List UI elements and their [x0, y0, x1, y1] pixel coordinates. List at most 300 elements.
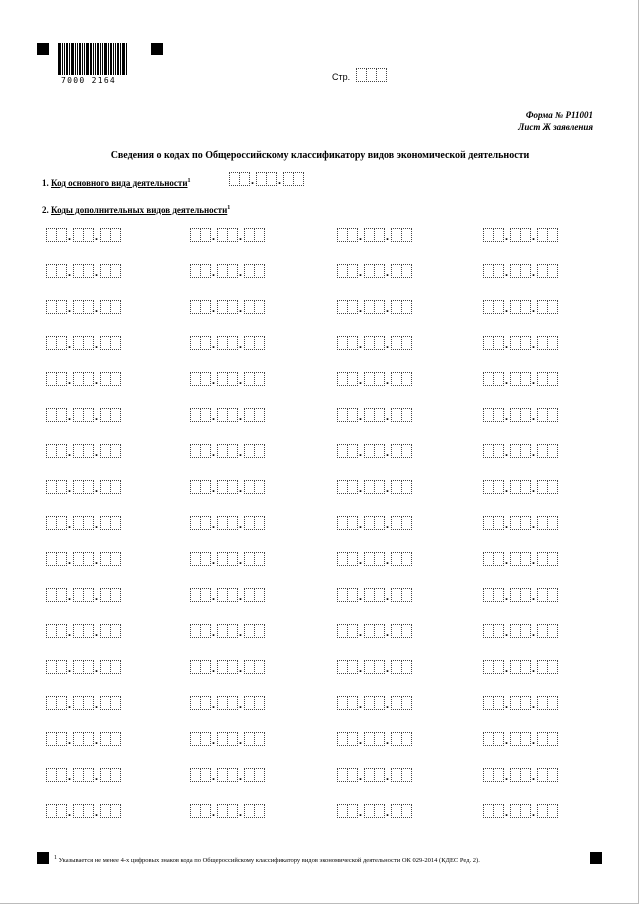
code-digit-cell[interactable] [110, 228, 121, 242]
code-separator: . [95, 553, 98, 567]
code-digit-cell[interactable] [547, 480, 558, 494]
code-separator: . [505, 409, 508, 423]
code-digit-cell[interactable] [547, 552, 558, 566]
code-digit-cell[interactable] [401, 264, 412, 278]
code-separator: . [239, 409, 242, 423]
code-separator: . [505, 229, 508, 243]
code-separator: . [505, 733, 508, 747]
additional-activity-code-field[interactable] [483, 264, 557, 278]
code-separator: . [386, 589, 389, 603]
code-digit-cell[interactable] [254, 768, 265, 782]
additional-activity-code-field[interactable] [337, 444, 411, 458]
additional-activity-code-field[interactable] [337, 228, 411, 242]
code-digit-cell[interactable] [254, 444, 265, 458]
code-digit-cell[interactable] [110, 336, 121, 350]
code-separator: . [386, 769, 389, 783]
barcode-number: 7000 2164 [61, 76, 117, 85]
barcode-bar [90, 43, 92, 75]
code-separator: . [68, 625, 71, 639]
additional-activity-code-field[interactable] [190, 228, 264, 242]
code-digit-cell[interactable] [401, 660, 412, 674]
code-digit-cell[interactable] [401, 408, 412, 422]
additional-activity-code-field[interactable] [46, 480, 120, 494]
main-activity-code-field[interactable] [229, 172, 303, 186]
code-separator: . [532, 769, 535, 783]
code-digit-cell[interactable] [401, 336, 412, 350]
barcode-bar [115, 43, 116, 75]
main-code-footnote-ref: 1 [187, 178, 191, 184]
code-separator: . [95, 409, 98, 423]
code-digit-cell[interactable] [254, 408, 265, 422]
code-separator: . [95, 769, 98, 783]
code-separator: . [68, 661, 71, 675]
additional-activity-code-field[interactable] [46, 408, 120, 422]
barcode-bar [75, 43, 76, 75]
additional-activity-code-field[interactable] [190, 552, 264, 566]
code-separator: . [68, 301, 71, 315]
code-separator: . [359, 661, 362, 675]
code-separator: . [212, 661, 215, 675]
code-digit-cell[interactable] [254, 480, 265, 494]
code-separator: . [532, 661, 535, 675]
form-sheet: Лист Ж заявления [518, 122, 593, 132]
code-separator: . [239, 733, 242, 747]
code-digit-cell[interactable] [401, 696, 412, 710]
barcode-bar [84, 43, 85, 75]
additional-activity-code-field[interactable] [190, 732, 264, 746]
code-separator: . [505, 697, 508, 711]
code-digit-cell[interactable] [110, 300, 121, 314]
code-separator: . [68, 517, 71, 531]
code-digit-cell[interactable] [401, 768, 412, 782]
barcode-bar [69, 43, 70, 75]
code-digit-cell[interactable] [401, 372, 412, 386]
code-separator: . [278, 173, 281, 187]
code-separator: . [212, 733, 215, 747]
additional-activity-code-field[interactable] [337, 768, 411, 782]
code-digit-cell[interactable] [547, 624, 558, 638]
code-digit-cell[interactable] [547, 264, 558, 278]
barcode-bar [79, 43, 81, 75]
code-separator: . [532, 409, 535, 423]
barcode-bar [66, 43, 68, 75]
code-separator: . [359, 481, 362, 495]
code-digit-cell[interactable] [547, 768, 558, 782]
additional-activity-code-field[interactable] [190, 696, 264, 710]
code-digit-cell[interactable] [547, 804, 558, 818]
page-title: Сведения о кодах по Общероссийскому классификатору видов экономической деятельности [110, 150, 530, 161]
barcode-bar [113, 43, 114, 75]
additional-activity-code-field[interactable] [483, 624, 557, 638]
additional-activity-code-field[interactable] [190, 336, 264, 350]
additional-activity-code-field[interactable] [190, 300, 264, 314]
additional-activity-code-field[interactable] [337, 588, 411, 602]
code-separator: . [68, 733, 71, 747]
barcode-bar [102, 43, 103, 75]
code-separator: . [359, 445, 362, 459]
code-digit-cell[interactable] [254, 660, 265, 674]
code-digit-cell[interactable] [401, 444, 412, 458]
code-separator: . [68, 769, 71, 783]
code-separator: . [386, 553, 389, 567]
code-separator: . [532, 265, 535, 279]
code-separator: . [359, 409, 362, 423]
code-separator: . [95, 805, 98, 819]
additional-activity-code-field[interactable] [190, 372, 264, 386]
barcode-bar [100, 43, 101, 75]
code-digit-cell[interactable] [547, 372, 558, 386]
code-digit-cell[interactable] [110, 624, 121, 638]
code-separator: . [386, 481, 389, 495]
main-code-label: Код основного вида деятельности [51, 178, 188, 188]
code-separator: . [359, 373, 362, 387]
code-separator: . [505, 265, 508, 279]
code-separator: . [68, 373, 71, 387]
barcode-bar [62, 43, 63, 75]
code-digit-cell[interactable] [547, 660, 558, 674]
additional-activity-code-field[interactable] [337, 336, 411, 350]
code-separator: . [212, 805, 215, 819]
barcode-bar [108, 43, 109, 75]
additional-activity-code-field[interactable] [46, 804, 120, 818]
code-separator: . [95, 661, 98, 675]
code-separator: . [532, 445, 535, 459]
code-separator: . [95, 337, 98, 351]
code-separator: . [359, 769, 362, 783]
code-separator: . [239, 229, 242, 243]
code-digit-cell[interactable] [254, 624, 265, 638]
code-separator: . [239, 373, 242, 387]
code-digit-cell[interactable] [110, 552, 121, 566]
code-separator: . [532, 337, 535, 351]
additional-activity-code-field[interactable] [46, 552, 120, 566]
code-separator: . [359, 589, 362, 603]
additional-activity-code-field[interactable] [190, 624, 264, 638]
code-separator: . [532, 373, 535, 387]
additional-activity-code-field[interactable] [483, 696, 557, 710]
code-separator: . [212, 301, 215, 315]
additional-activity-code-field[interactable] [190, 516, 264, 530]
additional-activity-code-field[interactable] [46, 588, 120, 602]
code-digit-cell[interactable] [254, 696, 265, 710]
code-digit-cell[interactable] [110, 732, 121, 746]
code-digit-cell[interactable] [254, 804, 265, 818]
code-digit-cell[interactable] [254, 336, 265, 350]
additional-activity-code-field[interactable] [337, 624, 411, 638]
registration-mark-top-left [37, 43, 49, 55]
code-digit-cell[interactable] [110, 372, 121, 386]
code-separator: . [359, 733, 362, 747]
additional-activity-code-field[interactable] [337, 372, 411, 386]
code-separator: . [212, 589, 215, 603]
code-separator: . [532, 805, 535, 819]
code-digit-cell[interactable] [110, 660, 121, 674]
code-digit-cell[interactable] [254, 732, 265, 746]
code-separator: . [95, 481, 98, 495]
additional-activity-code-field[interactable] [190, 804, 264, 818]
code-digit-cell[interactable] [547, 228, 558, 242]
footnote [54, 855, 480, 864]
code-digit-cell[interactable] [254, 264, 265, 278]
code-separator: . [95, 373, 98, 387]
code-digit-cell[interactable] [293, 172, 304, 186]
additional-activity-code-field[interactable] [46, 660, 120, 674]
code-digit-cell[interactable] [110, 516, 121, 530]
code-digit-cell[interactable] [401, 516, 412, 530]
code-separator: . [386, 265, 389, 279]
code-separator: . [359, 229, 362, 243]
registration-mark-bottom-right [590, 852, 602, 864]
code-separator: . [386, 805, 389, 819]
code-separator: . [359, 517, 362, 531]
additional-activity-code-field[interactable] [46, 300, 120, 314]
additional-activity-code-field[interactable] [483, 300, 557, 314]
code-separator: . [532, 553, 535, 567]
code-digit-cell[interactable] [401, 588, 412, 602]
code-digit-cell[interactable] [110, 696, 121, 710]
additional-activity-code-field[interactable] [337, 300, 411, 314]
code-separator: . [68, 337, 71, 351]
code-digit-cell[interactable] [401, 300, 412, 314]
code-separator: . [239, 481, 242, 495]
code-digit-cell[interactable] [547, 408, 558, 422]
additional-activity-code-field[interactable] [483, 480, 557, 494]
code-separator: . [505, 589, 508, 603]
code-digit-cell[interactable] [254, 588, 265, 602]
additional-activity-code-field[interactable] [483, 732, 557, 746]
barcode-bar [71, 43, 74, 75]
barcode-bar [95, 43, 96, 75]
code-separator: . [68, 445, 71, 459]
code-digit-cell[interactable] [547, 516, 558, 530]
code-separator: . [239, 589, 242, 603]
code-separator: . [532, 517, 535, 531]
additional-activity-code-field[interactable] [337, 480, 411, 494]
additional-activity-code-field[interactable] [337, 408, 411, 422]
code-separator: . [505, 769, 508, 783]
additional-activity-code-field[interactable] [337, 516, 411, 530]
code-digit-cell[interactable] [401, 228, 412, 242]
code-separator: . [505, 553, 508, 567]
code-separator: . [212, 481, 215, 495]
additional-activity-code-field[interactable] [483, 516, 557, 530]
barcode [58, 43, 138, 77]
code-separator: . [95, 301, 98, 315]
code-separator: . [505, 481, 508, 495]
additional-activity-code-field[interactable] [483, 660, 557, 674]
additional-activity-code-field[interactable] [46, 732, 120, 746]
code-separator: . [68, 697, 71, 711]
code-separator: . [239, 301, 242, 315]
additional-activity-code-field[interactable] [483, 408, 557, 422]
code-separator: . [95, 733, 98, 747]
additional-activity-code-field[interactable] [190, 408, 264, 422]
additional-activity-code-field[interactable] [483, 372, 557, 386]
additional-activity-code-field[interactable] [190, 480, 264, 494]
code-separator: . [505, 445, 508, 459]
code-separator: . [386, 229, 389, 243]
code-digit-cell[interactable] [547, 444, 558, 458]
code-separator: . [359, 805, 362, 819]
registration-mark-bottom-left [37, 852, 49, 864]
additional-activity-code-field[interactable] [46, 624, 120, 638]
form-identifier [518, 109, 593, 133]
additional-codes-number: 2. [42, 205, 49, 215]
code-digit-cell[interactable] [254, 228, 265, 242]
code-separator: . [68, 409, 71, 423]
additional-codes-footnote-ref: 1 [227, 205, 231, 211]
code-separator: . [239, 769, 242, 783]
code-digit-cell[interactable] [401, 552, 412, 566]
code-separator: . [212, 373, 215, 387]
barcode-bar [117, 43, 119, 75]
code-separator: . [386, 301, 389, 315]
additional-activity-code-field[interactable] [46, 516, 120, 530]
additional-activity-code-field[interactable] [46, 336, 120, 350]
code-separator: . [212, 229, 215, 243]
code-separator: . [239, 445, 242, 459]
code-digit-cell[interactable] [110, 408, 121, 422]
code-digit-cell[interactable] [254, 552, 265, 566]
additional-activity-code-field[interactable] [46, 372, 120, 386]
code-separator: . [239, 805, 242, 819]
code-digit-cell[interactable] [547, 588, 558, 602]
code-digit-cell[interactable] [401, 804, 412, 818]
code-separator: . [386, 409, 389, 423]
code-digit-cell[interactable] [110, 480, 121, 494]
code-digit-cell[interactable] [401, 732, 412, 746]
additional-activity-code-field[interactable] [46, 444, 120, 458]
barcode-bar [122, 43, 125, 75]
code-separator: . [95, 589, 98, 603]
additional-codes-label: Коды дополнительных видов деятельности [51, 205, 228, 215]
code-separator: . [359, 301, 362, 315]
code-digit-cell[interactable] [254, 372, 265, 386]
additional-activity-code-field[interactable] [483, 228, 557, 242]
code-separator: . [386, 373, 389, 387]
additional-activity-code-field[interactable] [483, 444, 557, 458]
code-digit-cell[interactable] [547, 300, 558, 314]
barcode-bar [82, 43, 83, 75]
code-digit-cell[interactable] [110, 264, 121, 278]
code-separator: . [359, 553, 362, 567]
additional-activity-code-field[interactable] [337, 696, 411, 710]
additional-activity-code-field[interactable] [46, 228, 120, 242]
code-separator: . [212, 625, 215, 639]
code-separator: . [95, 229, 98, 243]
code-separator: . [386, 337, 389, 351]
code-separator: . [212, 337, 215, 351]
code-separator: . [386, 733, 389, 747]
code-separator: . [68, 553, 71, 567]
code-separator: . [532, 589, 535, 603]
additional-activity-code-field[interactable] [190, 444, 264, 458]
code-digit-cell[interactable] [547, 336, 558, 350]
additional-activity-code-field[interactable] [337, 660, 411, 674]
code-digit-cell[interactable] [110, 444, 121, 458]
code-separator: . [359, 625, 362, 639]
additional-activity-code-field[interactable] [483, 768, 557, 782]
code-separator: . [532, 229, 535, 243]
code-digit-cell[interactable] [110, 588, 121, 602]
barcode-bar [64, 43, 65, 75]
additional-activity-code-field[interactable] [483, 552, 557, 566]
code-separator: . [95, 265, 98, 279]
code-separator: . [95, 445, 98, 459]
code-separator: . [239, 625, 242, 639]
code-separator: . [505, 625, 508, 639]
barcode-bar [93, 43, 94, 75]
code-separator: . [359, 265, 362, 279]
code-separator: . [212, 517, 215, 531]
code-separator: . [505, 661, 508, 675]
code-digit-cell[interactable] [110, 804, 121, 818]
additional-activity-code-field[interactable] [190, 660, 264, 674]
code-digit-cell[interactable] [547, 732, 558, 746]
additional-activity-code-field[interactable] [190, 588, 264, 602]
code-separator: . [239, 661, 242, 675]
code-digit-cell[interactable] [547, 696, 558, 710]
barcode-bar [120, 43, 121, 75]
code-digit-cell[interactable] [401, 624, 412, 638]
additional-activity-code-field[interactable] [46, 696, 120, 710]
additional-activity-code-field[interactable] [483, 804, 557, 818]
page-number-cell[interactable] [376, 68, 387, 82]
code-separator: . [505, 805, 508, 819]
additional-activity-code-field[interactable] [483, 588, 557, 602]
code-digit-cell[interactable] [401, 480, 412, 494]
code-separator: . [68, 265, 71, 279]
additional-activity-code-field[interactable] [337, 552, 411, 566]
additional-codes-heading [42, 205, 230, 215]
barcode-bar [104, 43, 107, 75]
additional-activity-code-field[interactable] [190, 264, 264, 278]
code-separator: . [68, 589, 71, 603]
barcode-bar [126, 43, 127, 75]
code-separator: . [505, 337, 508, 351]
code-separator: . [386, 445, 389, 459]
page-number-label: Стр. [332, 72, 351, 82]
additional-activity-code-field[interactable] [337, 264, 411, 278]
additional-activity-code-field[interactable] [46, 768, 120, 782]
code-separator: . [95, 625, 98, 639]
code-digit-cell[interactable] [110, 768, 121, 782]
code-separator: . [212, 769, 215, 783]
page-number-field[interactable] [356, 68, 386, 82]
code-separator: . [212, 445, 215, 459]
code-separator: . [239, 337, 242, 351]
registration-mark-top-right [151, 43, 163, 55]
code-digit-cell[interactable] [254, 516, 265, 530]
additional-activity-code-field[interactable] [337, 732, 411, 746]
code-digit-cell[interactable] [254, 300, 265, 314]
additional-activity-code-field[interactable] [46, 264, 120, 278]
footnote-text: Указывается не менее 4-х цифровых знаков кода по Общероссийскому классификатору видов экономической деятельности ОК 029-2014 (КДЕС Ред. 2). [58, 857, 480, 865]
barcode-bar [58, 43, 61, 75]
code-separator: . [239, 517, 242, 531]
code-separator: . [386, 661, 389, 675]
barcode-bar [86, 43, 89, 75]
additional-activity-code-field[interactable] [190, 768, 264, 782]
additional-activity-code-field[interactable] [337, 804, 411, 818]
code-separator: . [212, 697, 215, 711]
code-separator: . [212, 409, 215, 423]
additional-activity-code-field[interactable] [483, 336, 557, 350]
code-separator: . [532, 733, 535, 747]
code-separator: . [68, 481, 71, 495]
footnote-ref: 1 [54, 855, 57, 861]
code-separator: . [532, 301, 535, 315]
